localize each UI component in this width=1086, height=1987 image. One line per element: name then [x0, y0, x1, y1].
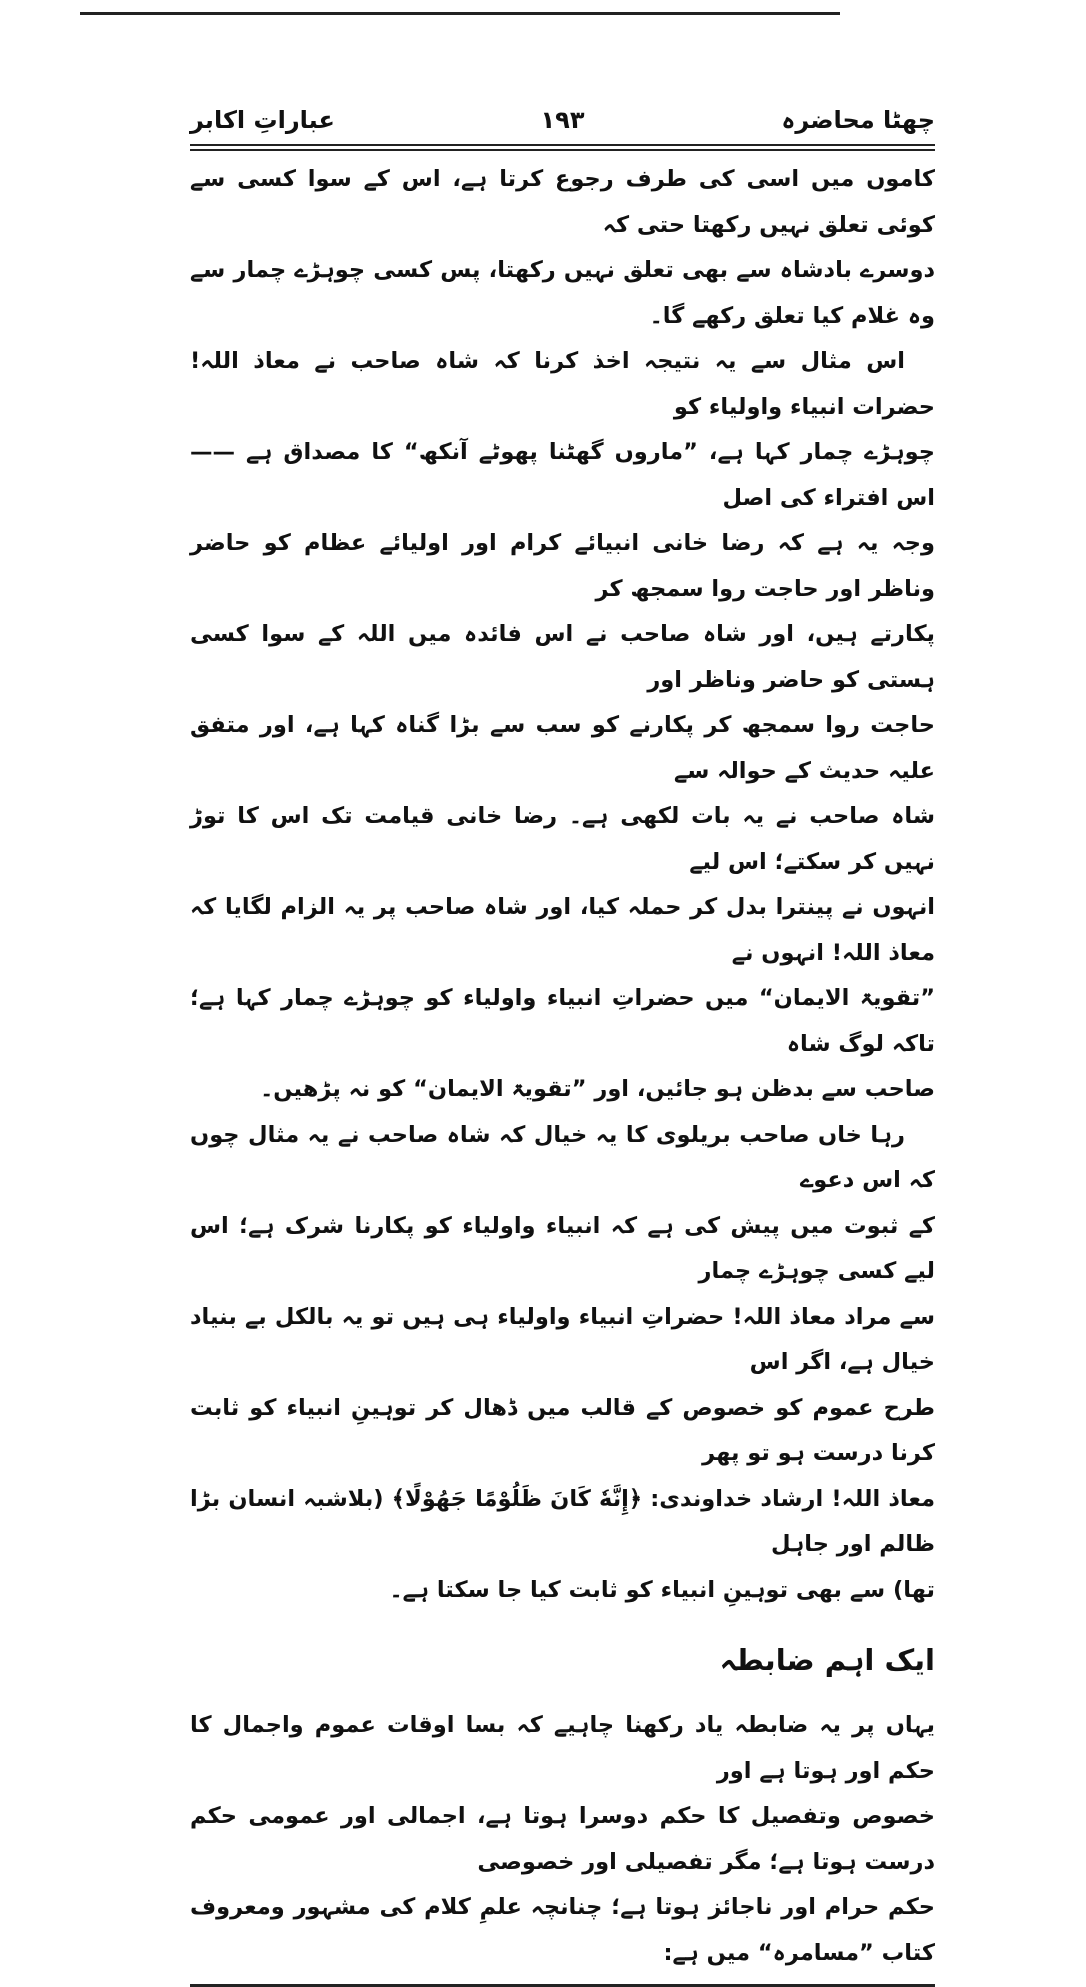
text-line: پکارتے ہیں، اور شاہ صاحب نے اس فائدہ میں اللہ کے سوا کسی ہستی کو حاضر وناظر اور [190, 621, 935, 693]
scan-edge-rule [80, 12, 840, 15]
text-line: ”تقویۃ الایمان“ میں حضراتِ انبیاء واولیاء کو چوہڑے چمار کہا ہے؛ تاکہ لوگ شاہ [190, 985, 935, 1057]
text-line: کاموں میں اسی کی طرف رجوع کرتا ہے، اس کے سوا کسی سے کوئی تعلق نہیں رکھتا حتی کہ [190, 166, 935, 238]
text-line: رہا خاں صاحب بریلوی کا یہ خیال کہ شاہ صاحب نے یہ مثال چوں کہ اس دعوے [190, 1121, 935, 1193]
book-page [190, 100, 935, 1987]
header-chapter-title: چھٹا محاضرہ [781, 106, 935, 134]
text-line: شاہ صاحب نے یہ بات لکھی ہے۔ رضا خانی قیامت تک اس کا توڑ نہیں کر سکتے؛ اس لیے [190, 803, 935, 875]
header-book-title: عباراتِ اکابر [190, 106, 335, 134]
text-line: انہوں نے پینترا بدل کر حملہ کیا، اور شاہ صاحب پر یہ الزام لگایا کہ معاذ اللہ! انہوں نے [190, 894, 935, 966]
section-heading: ایک اہم ضابطہ [719, 1643, 935, 1677]
text-line: یہاں پر یہ ضابطہ یاد رکھنا چاہیے کہ بسا اوقات عموم واجمال کا حکم اور ہوتا ہے اور [190, 1712, 935, 1784]
page-number: ۱۹۳ [540, 106, 585, 134]
text-line: دوسرے بادشاہ سے بھی تعلق نہیں رکھتا، پس کسی چوہڑے چمار سے وہ غلام کیا تعلق رکھے گا۔ [190, 257, 935, 329]
paragraph-4 [190, 1703, 935, 1976]
paragraph-1 [190, 157, 935, 339]
text-line: معاذ اللہ! ارشاد خداوندی: ﴿إِنَّهٗ كَانَ ظَلُوْمًا جَهُوْلًا﴾ (بلاشبہ انسان بڑا ظالم اور جاہل [190, 1485, 935, 1557]
paragraph-2 [190, 339, 935, 1113]
text-line: حاجت روا سمجھ کر پکارنے کو سب سے بڑا گناہ کہا ہے، اور متفق علیہ حدیث کے حوالہ سے [190, 712, 935, 784]
text-line: صاحب سے بدظن ہو جائیں، اور ”تقویۃ الایمان“ کو نہ پڑھیں۔ [260, 1076, 935, 1102]
text-line: خصوص وتفصیل کا حکم دوسرا ہوتا ہے، اجمالی اور عمومی حکم درست ہوتا ہے؛ مگر تفصیلی اور خصوصی [190, 1803, 935, 1875]
text-line: سے مراد معاذ اللہ! حضراتِ انبیاء واولیاء ہی ہیں تو یہ بالکل بے بنیاد خیال ہے، اگر اس [190, 1303, 935, 1375]
text-line: حکم حرام اور ناجائز ہوتا ہے؛ چنانچہ علمِ کلام کی مشہور ومعروف کتاب ”مسامرہ“ میں ہے: [190, 1894, 935, 1966]
text-line: کے ثبوت میں پیش کی ہے کہ انبیاء واولیاء کو پکارنا شرک ہے؛ اس لیے کسی چوہڑے چمار [190, 1212, 935, 1284]
text-line: وجہ یہ ہے کہ رضا خانی انبیائے کرام اور اولیائے عظام کو حاضر وناظر اور حاجت روا سمجھ کر [190, 530, 935, 602]
text-line: تھا) سے بھی توہینِ انبیاء کو ثابت کیا جا سکتا ہے۔ [389, 1576, 935, 1603]
text-line: چوہڑے چمار کہا ہے، ”ماروں گھٹنا پھوٹے آنکھ“ کا مصداق ہے —— اس افتراء کی اصل [190, 439, 935, 511]
header-double-rule [190, 144, 935, 151]
text-line: اس مثال سے یہ نتیجہ اخذ کرنا کہ شاہ صاحب نے معاذ اللہ! حضرات انبیاء واولیاء کو [190, 348, 935, 420]
running-header [190, 100, 935, 144]
text-line: طرح عموم کو خصوص کے قالب میں ڈھال کر توہینِ انبیاء کو ثابت کرنا درست ہو تو پھر [190, 1394, 935, 1466]
paragraph-3 [190, 1113, 935, 1614]
